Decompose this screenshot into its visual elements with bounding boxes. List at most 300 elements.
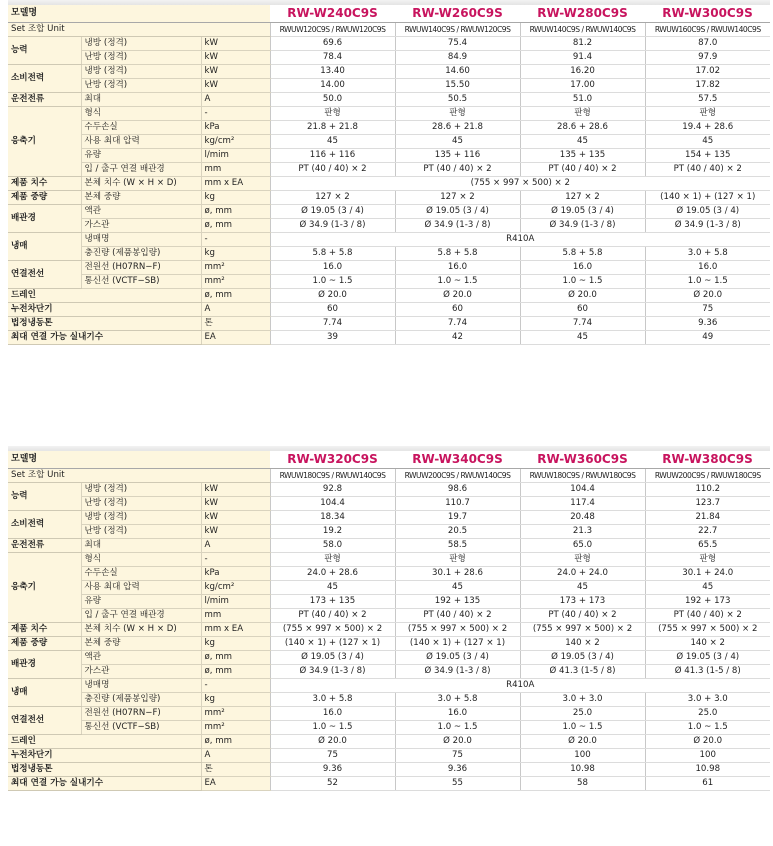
value-cell: 58 — [520, 777, 645, 791]
set-label: Set 조합 Unit — [8, 469, 270, 483]
value-cell: 9.36 — [395, 763, 520, 777]
spec-table — [8, 5, 770, 345]
value-cell: PT (40 / 40) × 2 — [520, 163, 645, 177]
value-cell: 21.84 — [645, 511, 770, 525]
value-cell: 75 — [270, 749, 395, 763]
sub-item-label: 전원선 (H07RN−F) — [81, 707, 201, 721]
table-row — [8, 763, 770, 777]
value-cell: 21.8 + 21.8 — [270, 121, 395, 135]
table-row — [8, 289, 770, 303]
unit-label: mm — [201, 609, 270, 623]
table-row — [8, 539, 770, 553]
value-cell: 127 × 2 — [395, 191, 520, 205]
unit-label: - — [201, 679, 270, 693]
value-cell: 123.7 — [645, 497, 770, 511]
value-cell: 7.74 — [270, 317, 395, 331]
value-cell: PT (40 / 40) × 2 — [645, 163, 770, 177]
table-row — [8, 483, 770, 497]
value-cell: 116 + 116 — [270, 149, 395, 163]
value-cell: 28.6 + 21.8 — [395, 121, 520, 135]
value-cell: Ø 20.0 — [395, 735, 520, 749]
value-cell: 45 — [645, 581, 770, 595]
table-row — [8, 303, 770, 317]
sub-item-label: 최대 — [81, 93, 201, 107]
value-cell: 69.6 — [270, 37, 395, 51]
value-cell: 154 + 135 — [645, 149, 770, 163]
table-row — [8, 595, 770, 609]
value-cell: 17.82 — [645, 79, 770, 93]
table-row — [8, 219, 770, 233]
value-cell: 192 + 173 — [645, 595, 770, 609]
table-row — [8, 317, 770, 331]
set-combination-value: RWUW140C9S / RWUW140C9S — [520, 23, 645, 37]
value-cell: 13.40 — [270, 65, 395, 79]
sub-item-label: 충진량 (제품봉입량) — [81, 693, 201, 707]
unit-label: EA — [201, 331, 270, 345]
table-row — [8, 247, 770, 261]
value-cell: 판형 — [395, 107, 520, 121]
merged-value-cell: R410A — [270, 679, 770, 693]
value-cell: 15.50 — [395, 79, 520, 93]
value-cell: 16.0 — [270, 261, 395, 275]
category-label: 제품 중량 — [8, 637, 81, 651]
model-name: RW-W340C9S — [395, 451, 520, 469]
table-row — [8, 721, 770, 735]
table-row — [8, 135, 770, 149]
value-cell: 1.0 ~ 1.5 — [395, 275, 520, 289]
value-cell: 25.0 — [645, 707, 770, 721]
unit-label: kW — [201, 511, 270, 525]
value-cell: Ø 20.0 — [520, 735, 645, 749]
category-label: 제품 치수 — [8, 623, 81, 637]
value-cell: 84.9 — [395, 51, 520, 65]
table-row — [8, 93, 770, 107]
value-cell: 75.4 — [395, 37, 520, 51]
value-cell: 5.8 + 5.8 — [395, 247, 520, 261]
table-row — [8, 707, 770, 721]
category-label: 배관경 — [8, 205, 81, 233]
category-label: 누전차단기 — [8, 303, 201, 317]
value-cell: 판형 — [645, 553, 770, 567]
unit-label: l/mim — [201, 595, 270, 609]
value-cell: 65.5 — [645, 539, 770, 553]
unit-label: kW — [201, 51, 270, 65]
value-cell: 판형 — [270, 553, 395, 567]
value-cell: Ø 19.05 (3 / 4) — [645, 651, 770, 665]
value-cell: 104.4 — [520, 483, 645, 497]
merged-value-cell: R410A — [270, 233, 770, 247]
table-row — [8, 37, 770, 51]
unit-label: kW — [201, 497, 270, 511]
value-cell: 21.3 — [520, 525, 645, 539]
category-label: 소비전력 — [8, 65, 81, 93]
model-name: RW-W380C9S — [645, 451, 770, 469]
sub-item-label: 유량 — [81, 149, 201, 163]
spec-table — [8, 451, 770, 791]
value-cell: Ø 20.0 — [270, 289, 395, 303]
spec-table-block-1 — [8, 0, 770, 345]
category-label: 운전전류 — [8, 93, 81, 107]
value-cell: 5.8 + 5.8 — [520, 247, 645, 261]
value-cell: 1.0 ~ 1.5 — [645, 275, 770, 289]
category-label: 응축기 — [8, 553, 81, 623]
sub-item-label: 난방 (정격) — [81, 79, 201, 93]
value-cell: 135 + 135 — [520, 149, 645, 163]
category-label: 운전전류 — [8, 539, 81, 553]
value-cell: 91.4 — [520, 51, 645, 65]
unit-label: ø, mm — [201, 735, 270, 749]
header-row — [8, 451, 770, 469]
unit-label: mm x EA — [201, 623, 270, 637]
sub-item-label: 액관 — [81, 651, 201, 665]
sub-item-label: 형식 — [81, 553, 201, 567]
value-cell: 57.5 — [645, 93, 770, 107]
table-row — [8, 163, 770, 177]
value-cell: (755 × 997 × 500) × 2 — [520, 623, 645, 637]
value-cell: PT (40 / 40) × 2 — [270, 609, 395, 623]
table-row — [8, 191, 770, 205]
value-cell: 3.0 + 5.8 — [645, 247, 770, 261]
unit-label: - — [201, 107, 270, 121]
sub-item-label: 냉매명 — [81, 679, 201, 693]
set-combination-value: RWUW200C9S / RWUW180C9S — [645, 469, 770, 483]
sub-item-label: 수두손실 — [81, 567, 201, 581]
set-combination-row — [8, 469, 770, 483]
model-name: RW-W300C9S — [645, 5, 770, 23]
sub-item-label: 최대 — [81, 539, 201, 553]
value-cell: 17.02 — [645, 65, 770, 79]
value-cell: 5.8 + 5.8 — [270, 247, 395, 261]
value-cell: 18.34 — [270, 511, 395, 525]
value-cell: 42 — [395, 331, 520, 345]
value-cell: 16.20 — [520, 65, 645, 79]
value-cell: 135 + 116 — [395, 149, 520, 163]
category-label: 제품 치수 — [8, 177, 81, 191]
value-cell: 58.5 — [395, 539, 520, 553]
model-header-label: 모델명 — [8, 451, 81, 469]
value-cell: (755 × 997 × 500) × 2 — [645, 623, 770, 637]
unit-label: A — [201, 539, 270, 553]
value-cell: 78.4 — [270, 51, 395, 65]
sub-item-label: 냉방 (정격) — [81, 483, 201, 497]
set-combination-value: RWUW140C9S / RWUW120C9S — [395, 23, 520, 37]
value-cell: 104.4 — [270, 497, 395, 511]
value-cell: 22.7 — [645, 525, 770, 539]
unit-label: kW — [201, 79, 270, 93]
category-label: 최대 연결 가능 실내기수 — [8, 777, 201, 791]
table-row — [8, 65, 770, 79]
unit-label: kg — [201, 191, 270, 205]
unit-label: kg/cm² — [201, 581, 270, 595]
table-row — [8, 623, 770, 637]
value-cell: 97.9 — [645, 51, 770, 65]
unit-label: ø, mm — [201, 289, 270, 303]
category-label: 소비전력 — [8, 511, 81, 539]
value-cell: (140 × 1) + (127 × 1) — [395, 637, 520, 651]
value-cell: 24.0 + 28.6 — [270, 567, 395, 581]
category-label: 누전차단기 — [8, 749, 201, 763]
table-row — [8, 609, 770, 623]
unit-label: kW — [201, 37, 270, 51]
table-row — [8, 665, 770, 679]
sub-item-label: 냉방 (정격) — [81, 37, 201, 51]
unit-label: kW — [201, 483, 270, 497]
unit-label: mm² — [201, 275, 270, 289]
unit-label: ø, mm — [201, 665, 270, 679]
unit-label: kg — [201, 693, 270, 707]
table-row — [8, 693, 770, 707]
value-cell: PT (40 / 40) × 2 — [520, 609, 645, 623]
sub-item-label: 난방 (정격) — [81, 525, 201, 539]
value-cell: 판형 — [520, 553, 645, 567]
sub-item-label: 가스관 — [81, 665, 201, 679]
value-cell: Ø 34.9 (1-3 / 8) — [270, 665, 395, 679]
value-cell: Ø 19.05 (3 / 4) — [520, 651, 645, 665]
table-row — [8, 107, 770, 121]
table-row — [8, 637, 770, 651]
value-cell: 110.2 — [645, 483, 770, 497]
value-cell: 25.0 — [520, 707, 645, 721]
sub-item-label: 통신선 (VCTF−SB) — [81, 721, 201, 735]
value-cell: Ø 20.0 — [270, 735, 395, 749]
header-spacer — [81, 451, 270, 469]
value-cell: 173 + 135 — [270, 595, 395, 609]
value-cell: 117.4 — [520, 497, 645, 511]
model-header-label: 모델명 — [8, 5, 81, 23]
value-cell: (140 × 1) + (127 × 1) — [645, 191, 770, 205]
value-cell: 24.0 + 24.0 — [520, 567, 645, 581]
unit-label: A — [201, 749, 270, 763]
value-cell: Ø 34.9 (1-3 / 8) — [520, 219, 645, 233]
sub-item-label: 가스관 — [81, 219, 201, 233]
table-row — [8, 581, 770, 595]
sub-item-label: 본체 중량 — [81, 191, 201, 205]
category-label: 연결전선 — [8, 261, 81, 289]
value-cell: 58.0 — [270, 539, 395, 553]
table-row — [8, 735, 770, 749]
sub-item-label: 사용 최대 압력 — [81, 581, 201, 595]
value-cell: Ø 19.05 (3 / 4) — [395, 205, 520, 219]
sub-item-label: 사용 최대 압력 — [81, 135, 201, 149]
category-label: 냉매 — [8, 679, 81, 707]
value-cell: Ø 34.9 (1-3 / 8) — [395, 219, 520, 233]
model-name: RW-W240C9S — [270, 5, 395, 23]
sub-item-label: 입 / 출구 연결 배관경 — [81, 163, 201, 177]
value-cell: Ø 34.9 (1-3 / 8) — [270, 219, 395, 233]
value-cell: 39 — [270, 331, 395, 345]
header-row — [8, 5, 770, 23]
value-cell: 81.2 — [520, 37, 645, 51]
sub-item-label: 본체 치수 (W × H × D) — [81, 623, 201, 637]
table-row — [8, 777, 770, 791]
value-cell: 16.0 — [645, 261, 770, 275]
set-combination-value: RWUW160C9S / RWUW140C9S — [645, 23, 770, 37]
set-combination-value: RWUW180C9S / RWUW180C9S — [520, 469, 645, 483]
value-cell: 19.7 — [395, 511, 520, 525]
unit-label: ø, mm — [201, 651, 270, 665]
model-name: RW-W260C9S — [395, 5, 520, 23]
value-cell: 1.0 ~ 1.5 — [520, 721, 645, 735]
sub-item-label: 충진량 (제품봉입량) — [81, 247, 201, 261]
value-cell: 140 × 2 — [520, 637, 645, 651]
value-cell: 10.98 — [520, 763, 645, 777]
value-cell: 60 — [395, 303, 520, 317]
value-cell: (140 × 1) + (127 × 1) — [270, 637, 395, 651]
value-cell: 16.0 — [270, 707, 395, 721]
category-label: 배관경 — [8, 651, 81, 679]
sub-item-label: 통신선 (VCTF−SB) — [81, 275, 201, 289]
unit-label: kW — [201, 525, 270, 539]
sub-item-label: 수두손실 — [81, 121, 201, 135]
unit-label: kg — [201, 637, 270, 651]
value-cell: 110.7 — [395, 497, 520, 511]
category-label: 연결전선 — [8, 707, 81, 735]
table-row — [8, 525, 770, 539]
sub-item-label: 액관 — [81, 205, 201, 219]
unit-label: kPa — [201, 567, 270, 581]
table-row — [8, 553, 770, 567]
value-cell: PT (40 / 40) × 2 — [645, 609, 770, 623]
value-cell: 61 — [645, 777, 770, 791]
value-cell: 65.0 — [520, 539, 645, 553]
category-label: 법정냉동톤 — [8, 763, 201, 777]
table-row — [8, 149, 770, 163]
header-spacer — [81, 5, 270, 23]
value-cell: 100 — [645, 749, 770, 763]
category-label: 최대 연결 가능 실내기수 — [8, 331, 201, 345]
value-cell: Ø 20.0 — [520, 289, 645, 303]
table-row — [8, 497, 770, 511]
value-cell: 1.0 ~ 1.5 — [270, 275, 395, 289]
value-cell: 60 — [270, 303, 395, 317]
value-cell: 45 — [520, 135, 645, 149]
value-cell: (755 × 997 × 500) × 2 — [395, 623, 520, 637]
set-combination-value: RWUW180C9S / RWUW140C9S — [270, 469, 395, 483]
value-cell: PT (40 / 40) × 2 — [270, 163, 395, 177]
unit-label: EA — [201, 777, 270, 791]
table-row — [8, 261, 770, 275]
unit-label: kW — [201, 65, 270, 79]
category-label: 드레인 — [8, 289, 201, 303]
value-cell: 140 × 2 — [645, 637, 770, 651]
merged-value-cell: (755 × 997 × 500) × 2 — [270, 177, 770, 191]
value-cell: 55 — [395, 777, 520, 791]
value-cell: Ø 19.05 (3 / 4) — [270, 205, 395, 219]
table-row — [8, 567, 770, 581]
set-combination-value: RWUW200C9S / RWUW140C9S — [395, 469, 520, 483]
table-row — [8, 205, 770, 219]
value-cell: 87.0 — [645, 37, 770, 51]
unit-label: kg — [201, 247, 270, 261]
category-label: 응축기 — [8, 107, 81, 177]
unit-label: mm — [201, 163, 270, 177]
value-cell: 1.0 ~ 1.5 — [395, 721, 520, 735]
value-cell: 9.36 — [645, 317, 770, 331]
value-cell: 192 + 135 — [395, 595, 520, 609]
set-combination-row — [8, 23, 770, 37]
table-row — [8, 79, 770, 93]
value-cell: PT (40 / 40) × 2 — [395, 163, 520, 177]
unit-label: mm² — [201, 707, 270, 721]
spec-table-block-2 — [8, 446, 770, 791]
table-row — [8, 51, 770, 65]
value-cell: 50.0 — [270, 93, 395, 107]
value-cell: 판형 — [395, 553, 520, 567]
table-row — [8, 177, 770, 191]
value-cell: Ø 20.0 — [645, 735, 770, 749]
table-row — [8, 233, 770, 247]
value-cell: 75 — [395, 749, 520, 763]
value-cell: 75 — [645, 303, 770, 317]
value-cell: Ø 19.05 (3 / 4) — [270, 651, 395, 665]
value-cell: 20.5 — [395, 525, 520, 539]
value-cell: Ø 34.9 (1-3 / 8) — [645, 219, 770, 233]
table-row — [8, 679, 770, 693]
value-cell: 7.74 — [520, 317, 645, 331]
value-cell: 45 — [645, 135, 770, 149]
unit-label: A — [201, 303, 270, 317]
set-combination-value: RWUW120C9S / RWUW120C9S — [270, 23, 395, 37]
value-cell: 9.36 — [270, 763, 395, 777]
value-cell: 16.0 — [395, 261, 520, 275]
value-cell: 60 — [520, 303, 645, 317]
value-cell: Ø 19.05 (3 / 4) — [395, 651, 520, 665]
unit-label: A — [201, 93, 270, 107]
table-row — [8, 121, 770, 135]
table-row — [8, 275, 770, 289]
category-label: 법정냉동톤 — [8, 317, 201, 331]
sub-item-label: 냉방 (정격) — [81, 65, 201, 79]
unit-label: mm² — [201, 721, 270, 735]
value-cell: 45 — [520, 581, 645, 595]
value-cell: 1.0 ~ 1.5 — [270, 721, 395, 735]
value-cell: 49 — [645, 331, 770, 345]
value-cell: 14.60 — [395, 65, 520, 79]
unit-label: l/mim — [201, 149, 270, 163]
category-label: 능력 — [8, 483, 81, 511]
value-cell: Ø 34.9 (1-3 / 8) — [395, 665, 520, 679]
model-name: RW-W280C9S — [520, 5, 645, 23]
unit-label: 톤 — [201, 317, 270, 331]
model-name: RW-W360C9S — [520, 451, 645, 469]
unit-label: - — [201, 233, 270, 247]
unit-label: 톤 — [201, 763, 270, 777]
value-cell: 판형 — [645, 107, 770, 121]
value-cell: 45 — [270, 581, 395, 595]
category-label: 능력 — [8, 37, 81, 65]
category-label: 제품 중량 — [8, 191, 81, 205]
set-label: Set 조합 Unit — [8, 23, 270, 37]
value-cell: 10.98 — [645, 763, 770, 777]
value-cell: 98.6 — [395, 483, 520, 497]
value-cell: 1.0 ~ 1.5 — [520, 275, 645, 289]
table-row — [8, 331, 770, 345]
sub-item-label: 형식 — [81, 107, 201, 121]
unit-label: mm x EA — [201, 177, 270, 191]
value-cell: 45 — [270, 135, 395, 149]
value-cell: 판형 — [270, 107, 395, 121]
category-label: 냉매 — [8, 233, 81, 261]
value-cell: Ø 20.0 — [395, 289, 520, 303]
sub-item-label: 입 / 출구 연결 배관경 — [81, 609, 201, 623]
value-cell: 1.0 ~ 1.5 — [645, 721, 770, 735]
sub-item-label: 본체 치수 (W × H × D) — [81, 177, 201, 191]
value-cell: PT (40 / 40) × 2 — [395, 609, 520, 623]
value-cell: 52 — [270, 777, 395, 791]
value-cell: 45 — [395, 135, 520, 149]
value-cell: 3.0 + 3.0 — [645, 693, 770, 707]
unit-label: ø, mm — [201, 205, 270, 219]
